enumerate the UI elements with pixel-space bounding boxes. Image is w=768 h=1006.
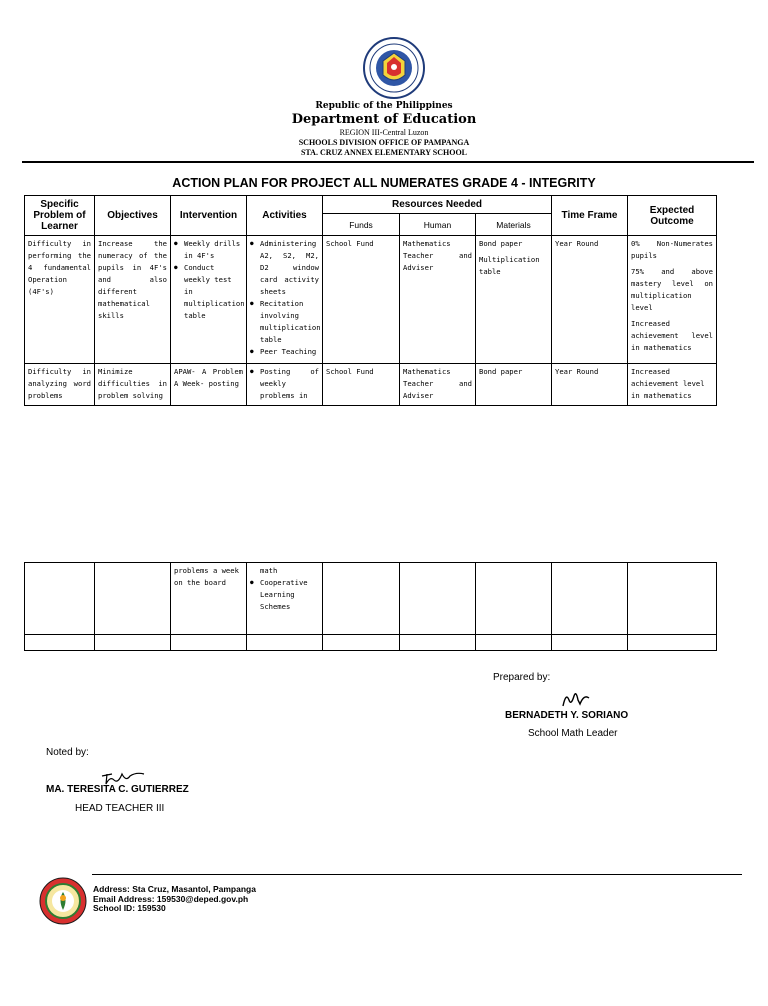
header-activities: Activities	[247, 196, 323, 236]
action-plan-table	[24, 195, 717, 406]
row1-outcome-item: 0% Non-Numerates pupils	[631, 239, 714, 260]
row1-outcome-item: Increased achievement level in mathematics	[631, 319, 714, 352]
footer-email: Email Address: 159530@deped.gov.ph	[93, 893, 249, 904]
row1-outcome	[628, 236, 717, 364]
header-funds: Funds	[323, 214, 400, 236]
header-intervention: Intervention	[171, 196, 247, 236]
row1-funds: School Fund	[323, 236, 400, 364]
table-row	[25, 635, 717, 651]
footer-contact	[93, 885, 256, 914]
row2-problem: Difficulty in analyzing word problems	[25, 364, 95, 406]
header-human: Human	[400, 214, 476, 236]
row1-materials	[476, 236, 552, 364]
row2-intervention: APAW- A Problem A Week- posting	[171, 364, 247, 406]
prepared-role: School Math Leader	[528, 728, 618, 739]
header-divider	[22, 161, 754, 163]
school-logo	[38, 876, 88, 926]
header-timeframe: Time Frame	[552, 196, 628, 236]
row1-activities	[247, 236, 323, 364]
header-outcome: Expected Outcome	[628, 196, 717, 236]
noted-name: MA. TERESITA C. GUTIERREZ	[46, 784, 189, 795]
cont-activity-item: ● Cooperative Learning Schemes	[260, 577, 319, 613]
noted-role: HEAD TEACHER III	[75, 803, 165, 814]
row1-material-item: Multiplication table	[479, 255, 540, 276]
document-title: ACTION PLAN FOR PROJECT ALL NUMERATES GRADE 4 - INTEGRITY	[172, 176, 596, 190]
row1-timeframe: Year Round	[552, 236, 628, 364]
school-line: STA. CRUZ ANNEX ELEMENTARY SCHOOL	[300, 148, 468, 157]
row1-activity-item: ● Administering A2, S2, M2, D2 window card activity sheets	[260, 238, 319, 298]
table-row	[25, 563, 717, 635]
header-problem: Specific Problem of Learner	[25, 196, 95, 236]
row2-outcome: Increased achievement level in mathematics	[628, 364, 717, 406]
header-resources: Resources Needed	[323, 196, 552, 214]
row1-objectives: Increase the numeracy of the pupils in 4F's and also different mathematical skills	[95, 236, 171, 364]
noted-label: Noted by:	[46, 747, 89, 758]
footer-school-id: School ID: 159530	[93, 903, 166, 913]
table-row	[25, 236, 717, 364]
region-line: REGION III-Central Luzon	[339, 128, 429, 137]
row1-intervention-item: ● Conduct weekly test in multiplication table	[184, 262, 243, 322]
cont-intervention: problems a week on the board	[171, 563, 247, 635]
row1-activity-item: ● Recitation involving multiplication table	[260, 298, 319, 346]
prepared-name: BERNADETH Y. SORIANO	[505, 710, 629, 721]
cont-activities	[247, 563, 323, 635]
prepared-label: Prepared by:	[493, 672, 551, 683]
footer-divider	[92, 874, 742, 875]
row1-intervention	[171, 236, 247, 364]
row1-material-item: Bond paper	[479, 239, 523, 248]
row2-activity-item: ● Posting of weekly problems in	[260, 366, 319, 402]
row2-timeframe: Year Round	[552, 364, 628, 406]
footer-address: Address: Sta Cruz, Masantol, Pampanga	[93, 884, 256, 894]
row1-human: Mathematics Teacher and Adviser	[400, 236, 476, 364]
cont-activity-text: math	[260, 566, 278, 575]
republic-line: Republic of the Philippines	[315, 101, 453, 111]
action-plan-table-continued	[24, 562, 717, 651]
row2-materials: Bond paper	[476, 364, 552, 406]
row1-intervention-item: ● Weekly drills in 4F's	[184, 238, 243, 262]
row1-activity-item: ● Peer Teaching	[260, 346, 319, 358]
department-name: Department of Education	[291, 112, 477, 127]
division-line: SCHOOLS DIVISION OFFICE OF PAMPANGA	[298, 138, 470, 147]
row2-activities	[247, 364, 323, 406]
header-objectives: Objectives	[95, 196, 171, 236]
row1-outcome-item: 75% and above mastery level on multiplication level	[631, 267, 714, 312]
row2-funds: School Fund	[323, 364, 400, 406]
deped-seal	[363, 37, 425, 99]
header-materials: Materials	[476, 214, 552, 236]
row2-human: Mathematics Teacher and Adviser	[400, 364, 476, 406]
row1-problem: Difficulty in performing the 4 fundamental Operation (4F's)	[25, 236, 95, 364]
row2-objectives: Minimize difficulties in problem solving	[95, 364, 171, 406]
table-row	[25, 364, 717, 406]
